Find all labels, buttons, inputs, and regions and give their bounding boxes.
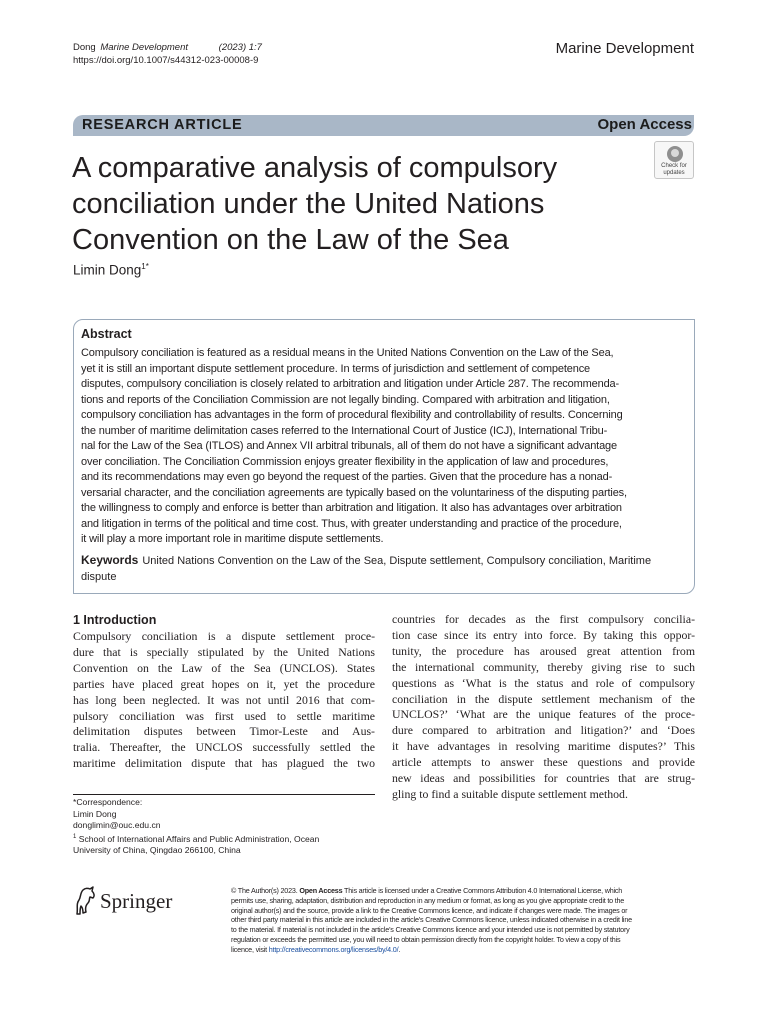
footnote-divider [73, 794, 375, 795]
body-column-right [392, 612, 695, 803]
correspondence-name: Limin Dong [73, 808, 117, 819]
license-line: regulation or exceeds the permitted use, you will need to obtain permission directly from the copyright holder. To view a copy of this [231, 934, 621, 944]
license-line-end: . [398, 944, 401, 954]
abstract-line: over conciliation. The Conciliation Commission enjoys greater flexibility in the application of law and procedures, [81, 455, 609, 468]
body-line: Convention on the Law of the Sea (UNCLOS). States [73, 660, 375, 675]
keywords-label: Keywords [81, 553, 139, 567]
body-line: maritime delimitation dispute that has plagued the two [73, 756, 375, 771]
body-line: new ideas and possibilities for countries that are strug- [392, 771, 695, 786]
body-line: countries for decades as the first compulsory concilia- [392, 612, 695, 626]
abstract-line: compulsory conciliation has advantages in the form of procedural flexibility and controllability of results. Concerning [81, 409, 623, 421]
check-updates-label-2: updates [663, 170, 685, 176]
springer-horse-icon [73, 886, 97, 916]
body-line: tunity, the procedure has aroused great attention from [392, 643, 695, 658]
abstract-line: versarial character, and the conciliation agreements are typically based on the voluntariness of the disputing parties, [81, 486, 627, 499]
body-line: dure that is specially stipulated by the United Nations [73, 644, 375, 659]
body-line: Compulsory conciliation is a dispute settlement proce- [73, 629, 375, 643]
correspondence-label: *Correspondence: [73, 797, 143, 807]
abstract-line: nal for the Law of the Sea (ITLOS) and Annex VII arbitral tribunals, all of them do not have a significant advantage [81, 440, 617, 452]
footnote [73, 797, 375, 856]
body-line: delimitation disputes between Timor-Leste and Aus- [73, 724, 375, 739]
body-line: tion case since its entry into force. By taking this oppor- [392, 627, 695, 642]
abstract-line: and its recommendations may even go beyond the request of the parties. Given that the procedure has a nonad- [81, 471, 613, 483]
doi-link[interactable]: https://doi.org/10.1007/s44312-023-00008-9 [73, 55, 259, 66]
abstract-line: disputes, compulsory conciliation is closely related to arbitration and litigation under Article 287. The recommenda- [81, 378, 620, 390]
license-url-link[interactable]: http://creativecommons.org/licenses/by/4.0/ [268, 944, 399, 954]
year-volume: (2023) 1:7 [218, 42, 262, 53]
body-line: UNCLOS?’ ‘What are the unique features of the proce- [392, 707, 695, 722]
article-type: RESEARCH ARTICLE [82, 117, 243, 133]
body-line: gling to find a suitable dispute settlement method. [392, 786, 628, 801]
license-line: licence, visit [231, 944, 269, 954]
copyright: © The Author(s) 2023. [231, 886, 298, 895]
correspondence-email[interactable]: donglimin@ouc.edu.cn [73, 820, 161, 830]
author-line [73, 262, 149, 278]
springer-wordmark: Springer [100, 889, 173, 913]
body-line: the international community, thereby giving rise to such [392, 659, 695, 674]
author-mark: 1* [141, 262, 149, 271]
abstract-line: the number of maritime delimitation cases referred to the International Court of Justice (ICJ), International Tribu- [81, 424, 608, 437]
affiliation-mark: 1 [73, 833, 77, 840]
check-for-updates-button[interactable] [654, 141, 694, 179]
abstract-line: yet it is still an important dispute settlement procedure. In terms of jurisdiction and settlement of competence [81, 362, 591, 375]
body-line: has long been neglected. It was not until 2016 that com- [73, 692, 375, 707]
abstract-line: and litigation in terms of the political and time cost. Thus, with greater understanding and practice of the procedure, [81, 517, 622, 530]
abstract-line: the willingness to comply and enforce is better than arbitration and litigation. It also has advantages over arbitration [81, 502, 622, 514]
license-text [231, 886, 695, 955]
open-access-label: Open Access [597, 116, 692, 133]
journal-italic: Marine Development [100, 42, 189, 53]
abstract-line: tions and reports of the Conciliation Commission are not legally binding. Compared with arbitration and litigation, [81, 393, 610, 406]
body-column-left [73, 629, 375, 772]
license-line: other third party material in this article are included in the article’s Creative Commons licence, unless indicated otherwise in a credit line [231, 915, 632, 925]
check-updates-label-1: Check for [661, 163, 687, 169]
body-line: article attempts to answer these questions and provide [392, 755, 695, 770]
license-oa-label: Open Access [299, 886, 343, 895]
license-line: permits use, sharing, adaptation, distribution and reproduction in any medium or format, as long as you give appropriate credit to the [231, 895, 625, 905]
journal-name: Marine Development [555, 40, 694, 57]
section-heading-introduction: 1 Introduction [73, 613, 157, 627]
license-line: original author(s) and the source, provide a link to the Creative Commons licence, and indicate if changes were made. The images or [231, 905, 628, 915]
abstract-text [81, 346, 687, 548]
abstract-line: it will play a more important role in maritime dispute settlements. [81, 533, 384, 545]
body-line: parties have placed great hopes on it, yet the procedure [73, 676, 375, 691]
keywords-line-1: United Nations Convention on the Law of the Sea, Dispute settlement, Compulsory conciliation, Maritime [142, 555, 652, 567]
body-line: dure compared to arbitration and litigation?’ and ‘Does [392, 723, 695, 738]
article-meta [73, 41, 264, 67]
affiliation-line-2: University of China, Qingdao 266100, China [73, 844, 241, 855]
abstract-heading: Abstract [81, 327, 132, 341]
affiliation-line-1: School of International Affairs and Public Administration, Ocean [76, 833, 320, 844]
keywords-line-2: dispute [81, 570, 117, 583]
body-line: it have advantages in resolving maritime disputes?’ This [392, 739, 695, 754]
author-name: Limin Dong [73, 262, 142, 278]
abstract-line: Compulsory conciliation is featured as a residual means in the United Nations Convention on the Law of the Sea, [81, 347, 614, 359]
body-line: conciliation in the dispute settlement mechanism of the [392, 691, 695, 706]
check-updates-icon [667, 146, 683, 162]
license-line: This article is licensed under a Creative Commons Attribution 4.0 International License, which [342, 886, 623, 895]
body-line: tralia. Thereafter, the UNCLOS successfully settled the [73, 740, 375, 755]
keywords [81, 553, 687, 585]
body-line: questions as ‘What is the status and role of compulsory [392, 675, 695, 690]
license-line: to the material. If material is not included in the article’s Creative Commons licence and your intended use is not permitted by statutory [231, 925, 630, 935]
author-short: Dong [73, 42, 96, 53]
body-line: pulsory conciliation was first used to settle maritime [73, 708, 375, 723]
article-title: A comparative analysis of compulsory conciliation under the United Nations Convention on the Law of the Sea [72, 152, 558, 256]
